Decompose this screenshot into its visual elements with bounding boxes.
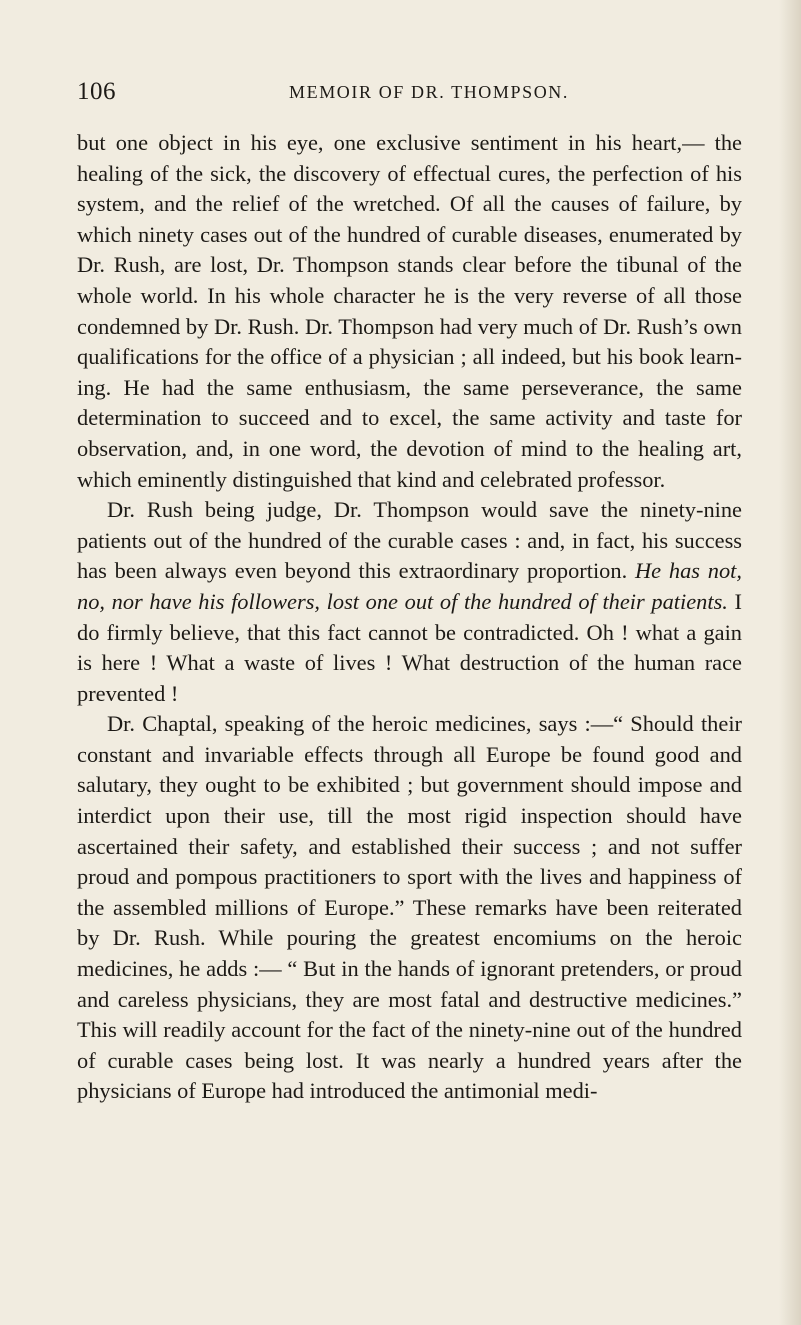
paragraph-2 bbox=[77, 495, 742, 709]
paragraph-2-tail: I do firmly believe, that this fact cannot be contradicted. Oh ! what a gain is here ! What a waste of lives ! What destruction of the human race prevented ! bbox=[77, 588, 742, 706]
paragraph-1: but one object in his eye, one exclusive sentiment in his heart,— the healing of the sick, the discovery of effectual cures, the perfection of his system, and the relief of the wretched. Of all the causes of failure, by which ninety cases out of the hundred of curable diseases, enumerated by Dr. Rush, are lost, Dr. Thompson stands clear before the tibunal of the whole world. In his whole character he is the very reverse of all those condemned by Dr. Rush. Dr. Thompson had very much of Dr. Rush’s own qualifications for the office of a physician ; all indeed, but his book learning. He had the same enthusiasm, the same perseverance, the same determination to succeed and to excel, the same activity and taste for observation, and, in one word, the devotion of mind to the healing art, which eminently distinguished that kind and celebrated professor. bbox=[77, 130, 742, 492]
paragraph-3: Dr. Chaptal, speaking of the heroic medicines, says :—“ Should their constant and invariable effects through all Europe be found good and salutary, they ought to be exhibited ; but government should impose and interdict upon their use, till the most rigid inspection should have ascertained their safety, and established their success ; and not suffer proud and pompous practitioners to sport with the lives and happiness of the assembled millions of Europe.” These remarks have been reiterated by Dr. Rush. While pouring the greatest encomiums on the heroic medicines, he adds :— “ But in the hands of ignorant pretenders, or proud and careless physicians, they are most fatal and destructive medicines.” This will readily account for the fact of the ninety-nine out of the hundred of curable cases being lost. It was nearly a hundred years after the physicians of Europe had introduced the antimonial medi- bbox=[77, 711, 742, 1104]
paragraph-2-lead: Dr. Rush being judge, Dr. Thompson would save the ninety-nine patients out of the hundred of the curable cases : and, in fact, his success has been always even beyond this extraordinary proportion. bbox=[77, 497, 742, 584]
paragraph-2-emphasis: He has not, no, nor have his followers, lost one out of the hundred of their patients. bbox=[77, 558, 742, 614]
page-number: 106 bbox=[77, 78, 116, 105]
body-text bbox=[77, 128, 742, 1107]
page-header bbox=[77, 78, 727, 112]
running-head: MEMOIR OF DR. THOMPSON. bbox=[289, 82, 570, 102]
page-edge-shadow bbox=[779, 0, 801, 1325]
